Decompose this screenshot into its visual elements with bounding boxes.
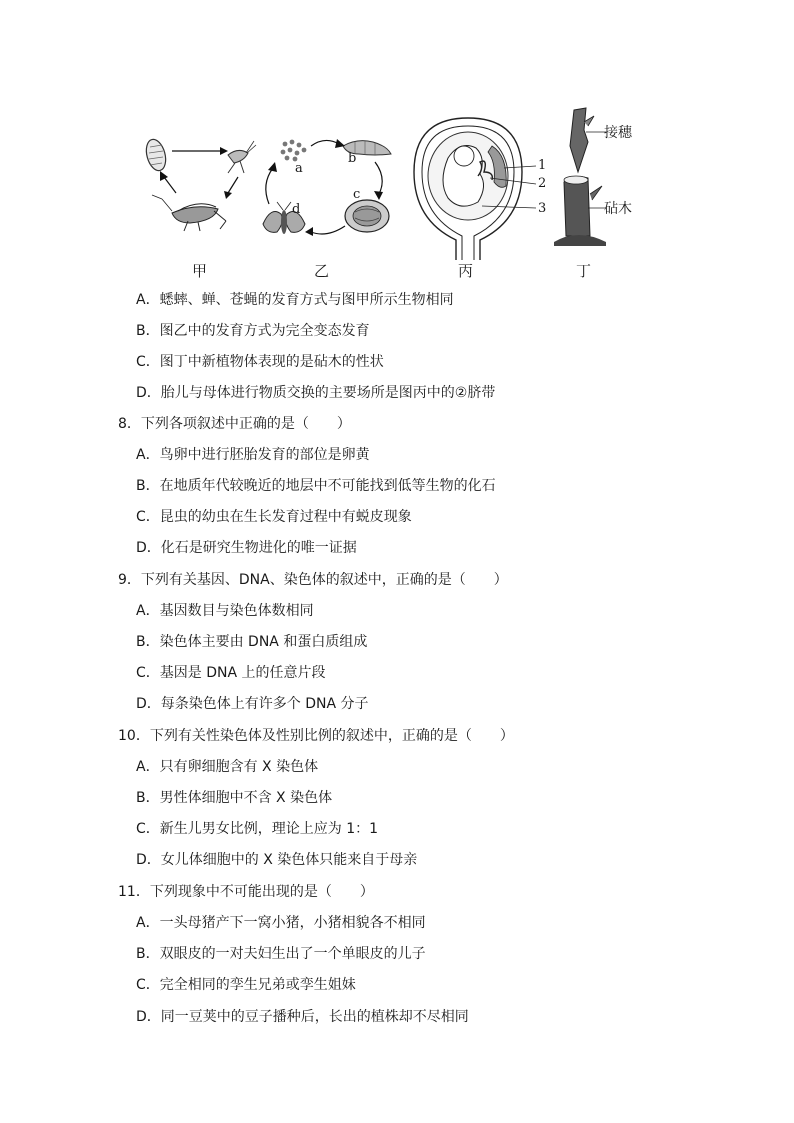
- label-yi-a: a: [295, 161, 303, 176]
- label-yi-c: c: [353, 187, 361, 202]
- q7-option-a: A．蟋蟀、蝉、苍蝇的发育方式与图甲所示生物相同: [136, 292, 454, 308]
- figure-jia: [140, 125, 260, 240]
- caption-bing: 丙: [458, 262, 474, 280]
- q8-stem: 8．下列各项叙述中正确的是（ ）: [118, 416, 351, 432]
- q11-option-d: D．同一豆荚中的豆子播种后，长出的植株却不尽相同: [136, 1009, 469, 1025]
- q9-stem: 9．下列有关基因、DNA、染色体的叙述中，正确的是（ ）: [118, 572, 508, 588]
- q10-option-d: D．女儿体细胞中的 X 染色体只能来自于母亲: [136, 852, 418, 868]
- label-yi-b: b: [348, 151, 357, 166]
- figure-bing-drawing: [408, 112, 556, 264]
- figure-ding: [550, 102, 610, 246]
- label-yi-d: d: [292, 202, 301, 217]
- figure-jia-drawing: [140, 125, 260, 240]
- q10-option-b: B．男性体细胞中不含 X 染色体: [136, 790, 333, 806]
- caption-jia: 甲: [192, 262, 208, 280]
- figure-yi-drawing: [255, 128, 395, 246]
- q8-option-c: C．昆虫的幼虫在生长发育过程中有蜕皮现象: [136, 509, 412, 525]
- q9-option-c: C．基因是 DNA 上的任意片段: [136, 665, 326, 681]
- label-bing-1: 1: [538, 158, 547, 173]
- q8-option-b: B．在地质年代较晚近的地层中不可能找到低等生物的化石: [136, 478, 496, 494]
- q10-option-a: A．只有卵细胞含有 X 染色体: [136, 759, 319, 775]
- q11-option-c: C．完全相同的孪生兄弟或孪生姐妹: [136, 977, 356, 993]
- label-bing-3: 3: [538, 201, 547, 216]
- q11-option-a: A．一头母猪产下一窝小猪，小猪相貌各不相同: [136, 915, 426, 931]
- figure-ding-drawing: [550, 102, 610, 246]
- figure-bing: [408, 112, 556, 264]
- q9-option-b: B．染色体主要由 DNA 和蛋白质组成: [136, 634, 368, 650]
- q7-option-b: B．图乙中的发育方式为完全变态发育: [136, 323, 370, 339]
- q7-option-c: C．图丁中新植物体表现的是砧木的性状: [136, 354, 384, 370]
- q8-option-d: D．化石是研究生物进化的唯一证据: [136, 540, 357, 556]
- label-ding-stock: 砧木: [604, 201, 632, 217]
- label-ding-scion: 接穗: [604, 125, 632, 141]
- figure-yi: [255, 128, 395, 246]
- q9-option-d: D．每条染色体上有许多个 DNA 分子: [136, 696, 369, 712]
- caption-yi: 乙: [314, 262, 330, 280]
- q10-stem: 10．下列有关性染色体及性别比例的叙述中，正确的是（ ）: [118, 728, 514, 744]
- q7-option-d: D．胎儿与母体进行物质交换的主要场所是图丙中的②脐带: [136, 385, 496, 401]
- q11-option-b: B．双眼皮的一对夫妇生出了一个单眼皮的儿子: [136, 946, 426, 962]
- caption-ding: 丁: [576, 262, 592, 280]
- q11-stem: 11．下列现象中不可能出现的是（ ）: [118, 884, 374, 900]
- q8-option-a: A．鸟卵中进行胚胎发育的部位是卵黄: [136, 447, 370, 463]
- q9-option-a: A．基因数目与染色体数相同: [136, 603, 314, 619]
- label-bing-2: 2: [538, 176, 547, 191]
- q10-option-c: C．新生儿男女比例，理论上应为 1：1: [136, 821, 379, 837]
